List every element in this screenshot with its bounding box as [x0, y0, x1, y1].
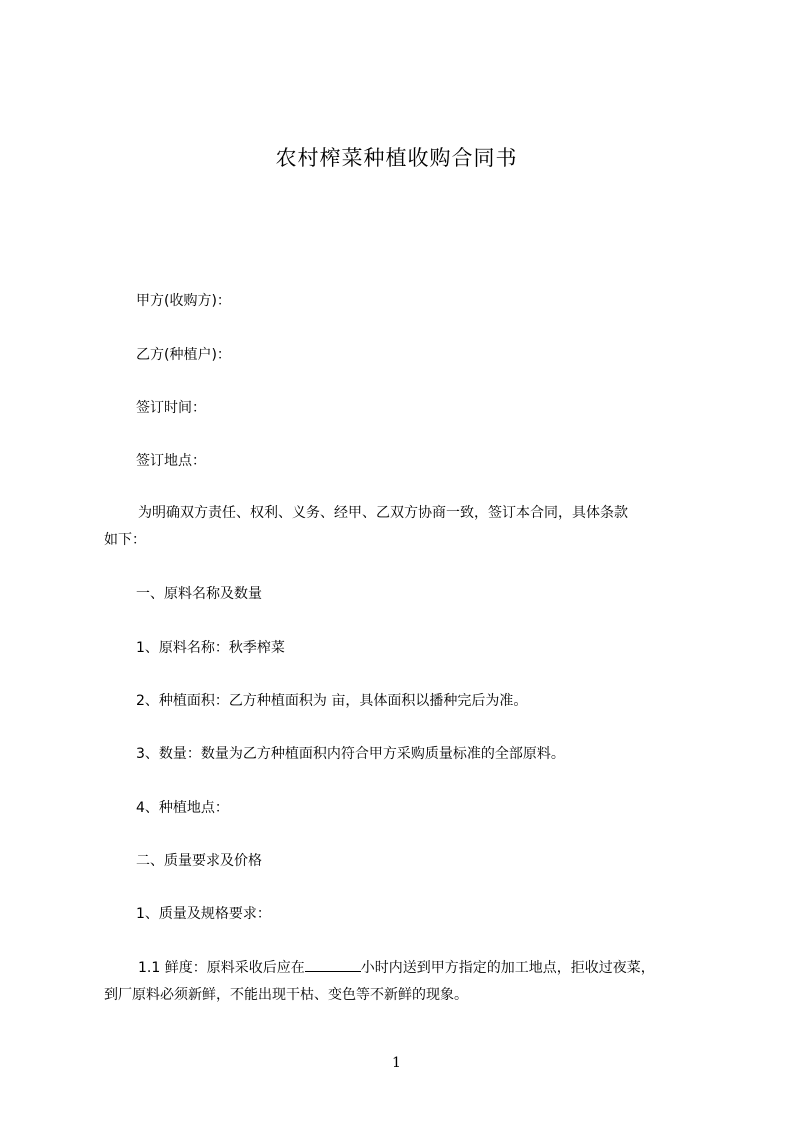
sign-time-line: 签订时间： — [136, 400, 206, 416]
item-4-planting-location: 4、种植地点： — [136, 800, 229, 816]
party-b-line: 乙方(种植户)： — [136, 347, 231, 363]
freshness-line-2: 到厂原料必须新鲜，不能出现干枯、变色等不新鲜的现象。 — [104, 987, 468, 1003]
freshness-text-part-2: 小时内送到甲方指定的加工地点，拒收过夜菜， — [360, 960, 655, 976]
freshness-paragraph — [104, 955, 724, 1009]
freshness-line-1 — [104, 955, 724, 982]
item-3-quantity: 3、数量：数量为乙方种植面积内符合甲方采购质量标准的全部原料。 — [136, 746, 565, 762]
page-number: 1 — [392, 1055, 401, 1071]
preamble-paragraph — [104, 500, 724, 554]
preamble-line-1: 为明确双方责任、权利、义务、经甲、乙双方协商一致，签订本合同，具体条款 — [138, 505, 628, 521]
hours-blank — [305, 957, 361, 972]
item-1-material-name: 1、原料名称：秋季榨菜 — [136, 640, 285, 656]
sign-place-line: 签订地点： — [136, 453, 206, 469]
quality-item-1: 1、质量及规格要求： — [136, 906, 271, 922]
preamble-line-2: 如下： — [104, 532, 146, 548]
freshness-text-part-1: 1.1 鲜度：原料采收后应在 — [138, 960, 305, 976]
document-title: 农村榨菜种植收购合同书 — [275, 146, 518, 170]
party-a-line: 甲方(收购方)： — [136, 293, 231, 309]
item-2-planting-area: 2、种植面积：乙方种植面积为 亩，具体面积以播种完后为准。 — [136, 693, 528, 709]
section-1-heading: 一、原料名称及数量 — [136, 586, 262, 602]
section-2-heading: 二、质量要求及价格 — [136, 853, 262, 869]
